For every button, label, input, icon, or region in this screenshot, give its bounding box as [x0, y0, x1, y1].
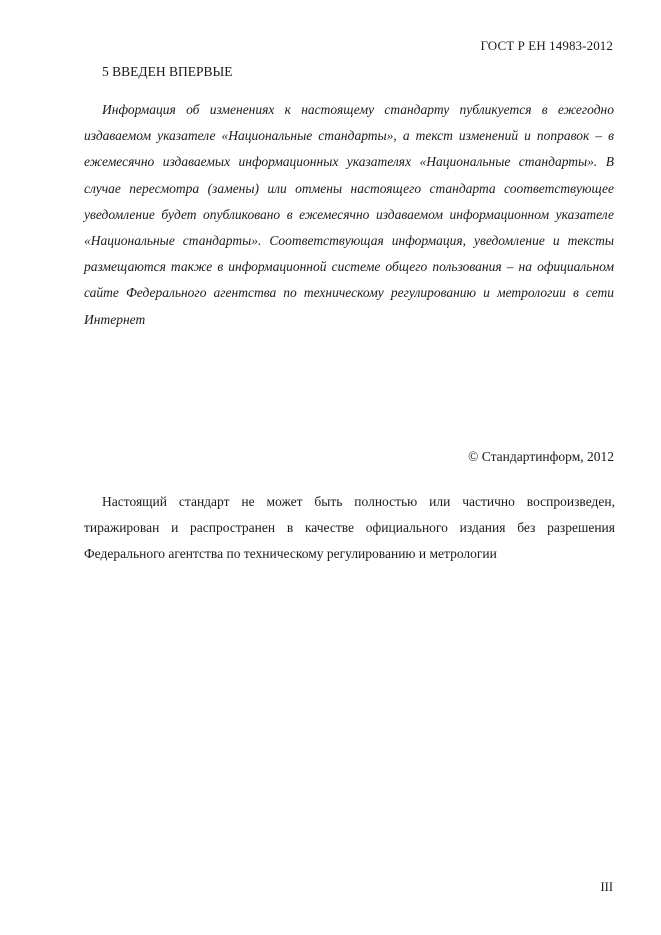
copyright-line: © Стандартинформ, 2012: [468, 449, 614, 464]
page-number: III: [600, 880, 613, 894]
changes-notice-paragraph: Информация об изменениях к настоящему стандарту публикуется в ежегодно издаваемом указателе «Национальные стандарты», а текст изменений и поправок – в ежемесячно издаваемых информационных указателях «Национальные стандарты». В случае пересмотра (замены) или отмены настоящего стандарта соответствующее уведомление будет опубликовано в ежемесячно издаваемом информационном указателе «Национальные стандарты». Соответствующая информация, уведомление и тексты размещаются также в информационной системе общего пользования – на официальном сайте Федерального агентства по техническому регулированию и метрологии в сети Интернет: [84, 102, 614, 327]
section-heading: 5 ВВЕДЕН ВПЕРВЫЕ: [102, 64, 233, 79]
reproduction-notice-paragraph: Настоящий стандарт не может быть полностью или частично воспроизведен, тиражирован и распространен в качестве официального издания без разрешения Федерального агентства по техническому регулированию и метрологии: [84, 494, 615, 562]
document-code: ГОСТ Р ЕН 14983-2012: [480, 38, 613, 53]
